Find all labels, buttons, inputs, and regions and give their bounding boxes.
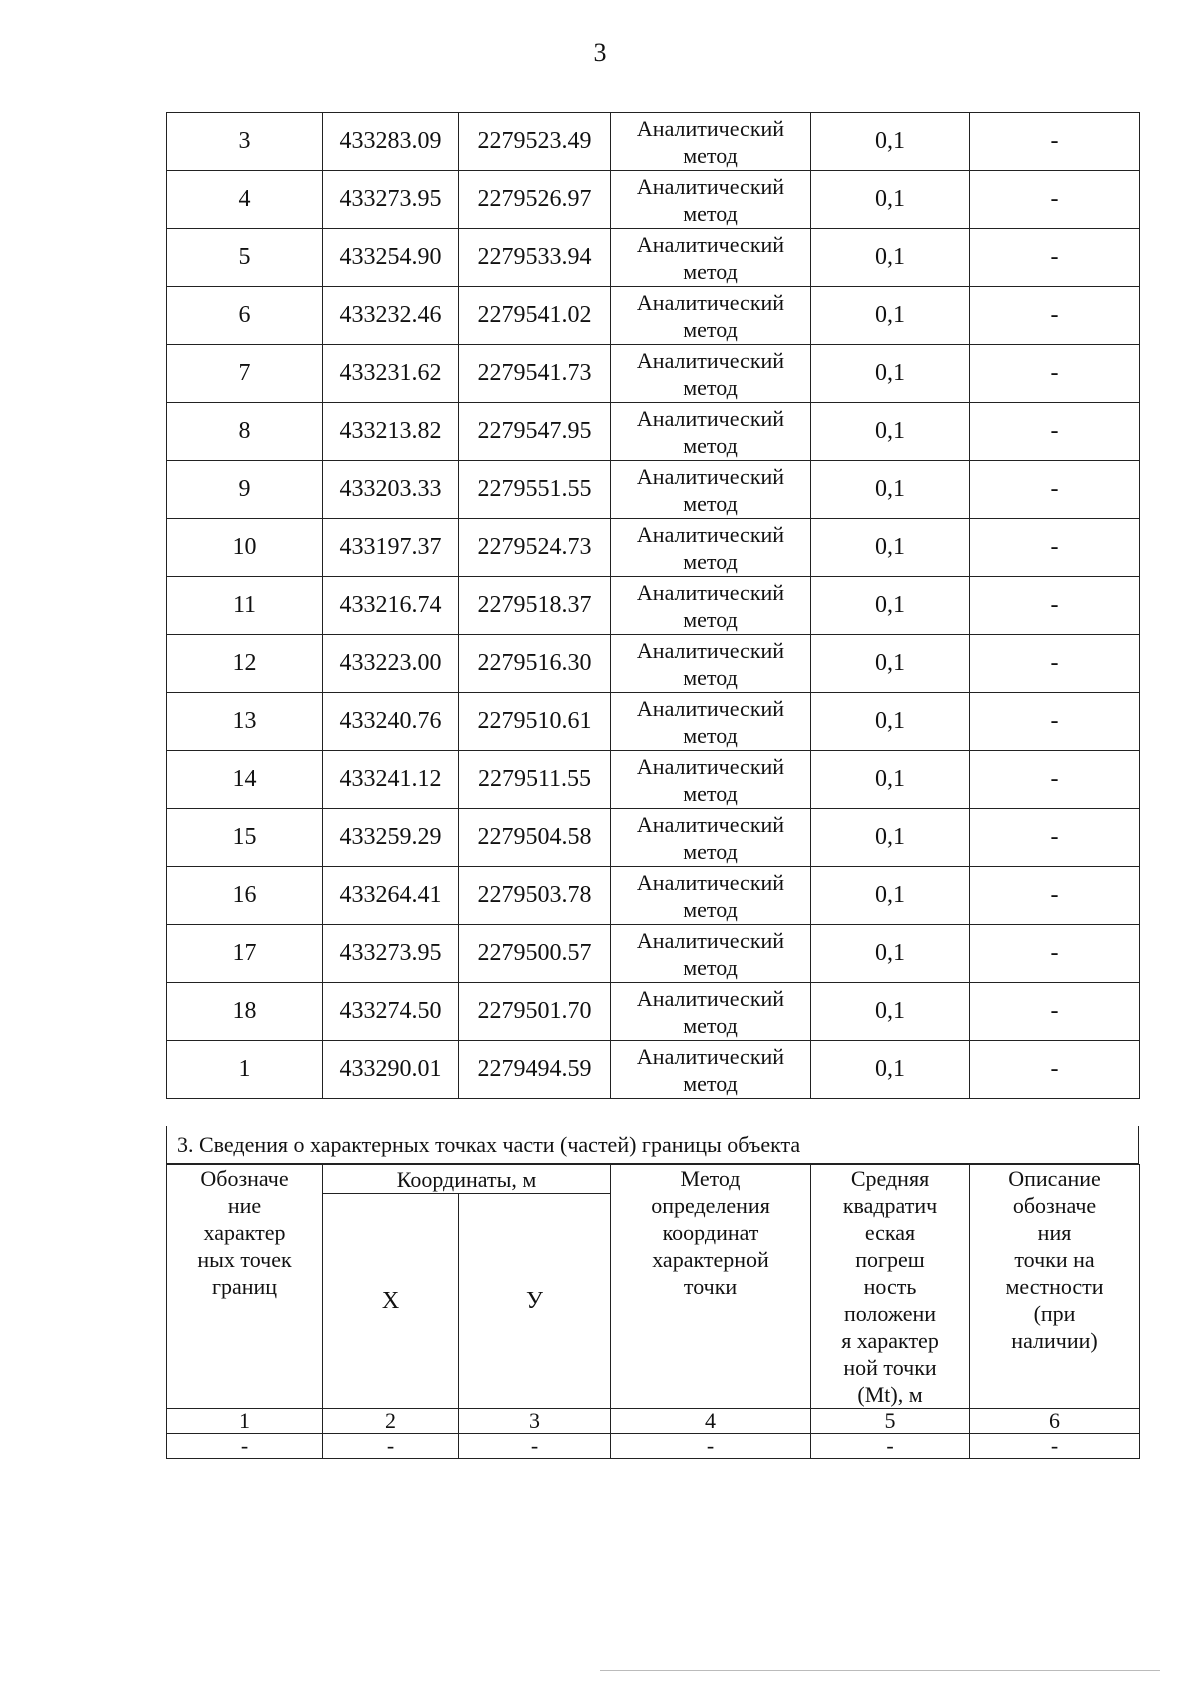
column-number: 1 [167,1409,323,1434]
header-line: характер [203,1220,286,1245]
method-line: Аналитический [636,1043,785,1069]
coord-x: 433213.82 [323,403,459,461]
method [611,867,811,925]
table-row [167,867,1140,925]
header-line: ность [863,1274,917,1299]
empty-cell: - [611,1434,811,1459]
mean-error: 0,1 [811,693,970,751]
empty-data-row [167,1434,1140,1459]
method-line: метод [683,258,738,284]
coord-y: 2279511.55 [459,751,611,809]
coord-y: 2279547.95 [459,403,611,461]
header-line: я характер [841,1328,939,1353]
coord-x: 433216.74 [323,577,459,635]
method-line: Аналитический [636,521,785,547]
mean-error: 0,1 [811,577,970,635]
method-line: метод [683,954,738,980]
method-line: метод [683,374,738,400]
method-line: Аналитический [636,289,785,315]
header-line: границ [211,1274,278,1299]
table-row [167,113,1140,171]
table-row [167,403,1140,461]
mean-error: 0,1 [811,867,970,925]
header-y: У [459,1194,611,1409]
coord-y: 2279503.78 [459,867,611,925]
description: - [970,577,1140,635]
method-line: метод [683,1012,738,1038]
method-line: Аналитический [636,695,785,721]
point-number: 15 [167,809,323,867]
column-number: 6 [970,1409,1140,1434]
header-x: X [323,1194,459,1409]
coord-x: 433273.95 [323,925,459,983]
header-line: (Mt), м [857,1382,923,1407]
header-line: ной точки [843,1355,937,1380]
coord-y: 2279518.37 [459,577,611,635]
description: - [970,1041,1140,1099]
mean-error: 0,1 [811,229,970,287]
header-line: погреш [855,1247,925,1272]
method-line: Аналитический [636,173,785,199]
point-number: 16 [167,867,323,925]
method-line: метод [683,896,738,922]
header-line: характерной [652,1247,769,1272]
section-3 [166,1126,1139,1459]
column-numbers-row [167,1409,1140,1434]
point-number: 6 [167,287,323,345]
description: - [970,925,1140,983]
point-number: 3 [167,113,323,171]
description: - [970,519,1140,577]
header-line: квадратич [842,1193,938,1218]
method-line: Аналитический [636,463,785,489]
coord-y: 2279523.49 [459,113,611,171]
method-line: метод [683,142,738,168]
empty-cell: - [459,1434,611,1459]
method-line: метод [683,606,738,632]
column-number: 5 [811,1409,970,1434]
mean-error: 0,1 [811,751,970,809]
method [611,751,811,809]
point-number: 14 [167,751,323,809]
mean-error: 0,1 [811,287,970,345]
coord-x: 433290.01 [323,1041,459,1099]
point-number: 13 [167,693,323,751]
header-line: положени [843,1301,937,1326]
header-line: Метод [680,1166,741,1191]
column-number: 3 [459,1409,611,1434]
coord-x: 433259.29 [323,809,459,867]
method-line: метод [683,1070,738,1096]
method [611,345,811,403]
method [611,229,811,287]
table-row [167,809,1140,867]
description: - [970,171,1140,229]
table-row [167,461,1140,519]
point-number: 4 [167,171,323,229]
empty-cell: - [323,1434,459,1459]
table-row [167,171,1140,229]
coord-y: 2279551.55 [459,461,611,519]
method [611,171,811,229]
mean-error: 0,1 [811,809,970,867]
point-number: 9 [167,461,323,519]
method-line: Аналитический [636,985,785,1011]
description: - [970,403,1140,461]
description: - [970,229,1140,287]
method-line: метод [683,780,738,806]
header-line: местности [1005,1274,1104,1299]
method-line: Аналитический [636,579,785,605]
method-line: Аналитический [636,231,785,257]
header-mean-error [811,1165,970,1409]
coord-x: 433240.76 [323,693,459,751]
mean-error: 0,1 [811,925,970,983]
mean-error: 0,1 [811,983,970,1041]
header-line: ния [1037,1220,1072,1245]
description: - [970,751,1140,809]
column-number: 2 [323,1409,459,1434]
method-line: Аналитический [636,115,785,141]
method [611,635,811,693]
method [611,287,811,345]
coord-x: 433231.62 [323,345,459,403]
header-line: (при [1033,1301,1076,1326]
point-number: 17 [167,925,323,983]
point-number: 5 [167,229,323,287]
header-line: координат [662,1220,759,1245]
point-number: 11 [167,577,323,635]
coord-y: 2279501.70 [459,983,611,1041]
mean-error: 0,1 [811,171,970,229]
coord-y: 2279494.59 [459,1041,611,1099]
table-row [167,345,1140,403]
method-line: Аналитический [636,811,785,837]
mean-error: 0,1 [811,1041,970,1099]
method [611,461,811,519]
method-line: метод [683,490,738,516]
table-row [167,693,1140,751]
header-line: Обозначе [200,1166,289,1191]
header-line: обозначе [1012,1193,1097,1218]
method-line: метод [683,200,738,226]
table-row [167,1041,1140,1099]
point-number: 12 [167,635,323,693]
header-line: Описание [1008,1166,1101,1191]
table-row [167,925,1140,983]
header-line: определения [651,1193,770,1218]
description: - [970,113,1140,171]
coord-x: 433264.41 [323,867,459,925]
method-line: метод [683,432,738,458]
point-number: 1 [167,1041,323,1099]
method-line: метод [683,838,738,864]
method [611,519,811,577]
coord-x: 433283.09 [323,113,459,171]
header-line: точки на [1014,1247,1095,1272]
table-row [167,577,1140,635]
table-row [167,751,1140,809]
table-row [167,519,1140,577]
column-number: 4 [611,1409,811,1434]
coord-x: 433254.90 [323,229,459,287]
point-number: 10 [167,519,323,577]
method-line: Аналитический [636,405,785,431]
method-line: Аналитический [636,637,785,663]
coord-x: 433203.33 [323,461,459,519]
empty-cell: - [970,1434,1140,1459]
mean-error: 0,1 [811,635,970,693]
method-line: Аналитический [636,927,785,953]
description: - [970,345,1140,403]
method [611,809,811,867]
point-number: 8 [167,403,323,461]
header-line: наличии) [1011,1328,1098,1353]
empty-cell: - [167,1434,323,1459]
coord-x: 433197.37 [323,519,459,577]
table-row [167,287,1140,345]
coord-y: 2279541.73 [459,345,611,403]
coord-y: 2279533.94 [459,229,611,287]
empty-cell: - [811,1434,970,1459]
method-line: метод [683,664,738,690]
header-line: Средняя [850,1166,930,1191]
point-number: 18 [167,983,323,1041]
table-row [167,983,1140,1041]
coord-x: 433232.46 [323,287,459,345]
header-line: ние [227,1193,262,1218]
coord-y: 2279504.58 [459,809,611,867]
header-line: ных точек [197,1247,292,1272]
coord-x: 433274.50 [323,983,459,1041]
mean-error: 0,1 [811,403,970,461]
header-point-designation [167,1165,323,1409]
description: - [970,809,1140,867]
coord-y: 2279500.57 [459,925,611,983]
coord-y: 2279541.02 [459,287,611,345]
method [611,1041,811,1099]
header-method [611,1165,811,1409]
description: - [970,635,1140,693]
table-row [167,635,1140,693]
method-line: Аналитический [636,347,785,373]
coord-y: 2279524.73 [459,519,611,577]
mean-error: 0,1 [811,461,970,519]
method [611,983,811,1041]
header-line: точки [683,1274,738,1299]
coord-y: 2279516.30 [459,635,611,693]
points-table [166,112,1140,1099]
footer-rule [600,1670,1160,1671]
coord-x: 433223.00 [323,635,459,693]
header-description [970,1165,1140,1409]
method [611,693,811,751]
method [611,577,811,635]
mean-error: 0,1 [811,519,970,577]
coord-x: 433273.95 [323,171,459,229]
point-number: 7 [167,345,323,403]
coord-x: 433241.12 [323,751,459,809]
table-row [167,229,1140,287]
section-3-title: 3. Сведения о характерных точках части (частей) границы объекта [166,1126,1139,1164]
coord-y: 2279510.61 [459,693,611,751]
coord-y: 2279526.97 [459,171,611,229]
method-line: Аналитический [636,869,785,895]
method [611,403,811,461]
header-coordinates: Координаты, м [323,1165,611,1194]
page-number: 3 [593,38,607,67]
description: - [970,461,1140,519]
method-line: Аналитический [636,753,785,779]
method-line: метод [683,722,738,748]
header-line: еская [864,1220,916,1245]
method [611,925,811,983]
mean-error: 0,1 [811,345,970,403]
method-line: метод [683,316,738,342]
description: - [970,983,1140,1041]
method-line: метод [683,548,738,574]
mean-error: 0,1 [811,113,970,171]
description: - [970,287,1140,345]
part-points-table [166,1164,1140,1459]
description: - [970,867,1140,925]
description: - [970,693,1140,751]
method [611,113,811,171]
